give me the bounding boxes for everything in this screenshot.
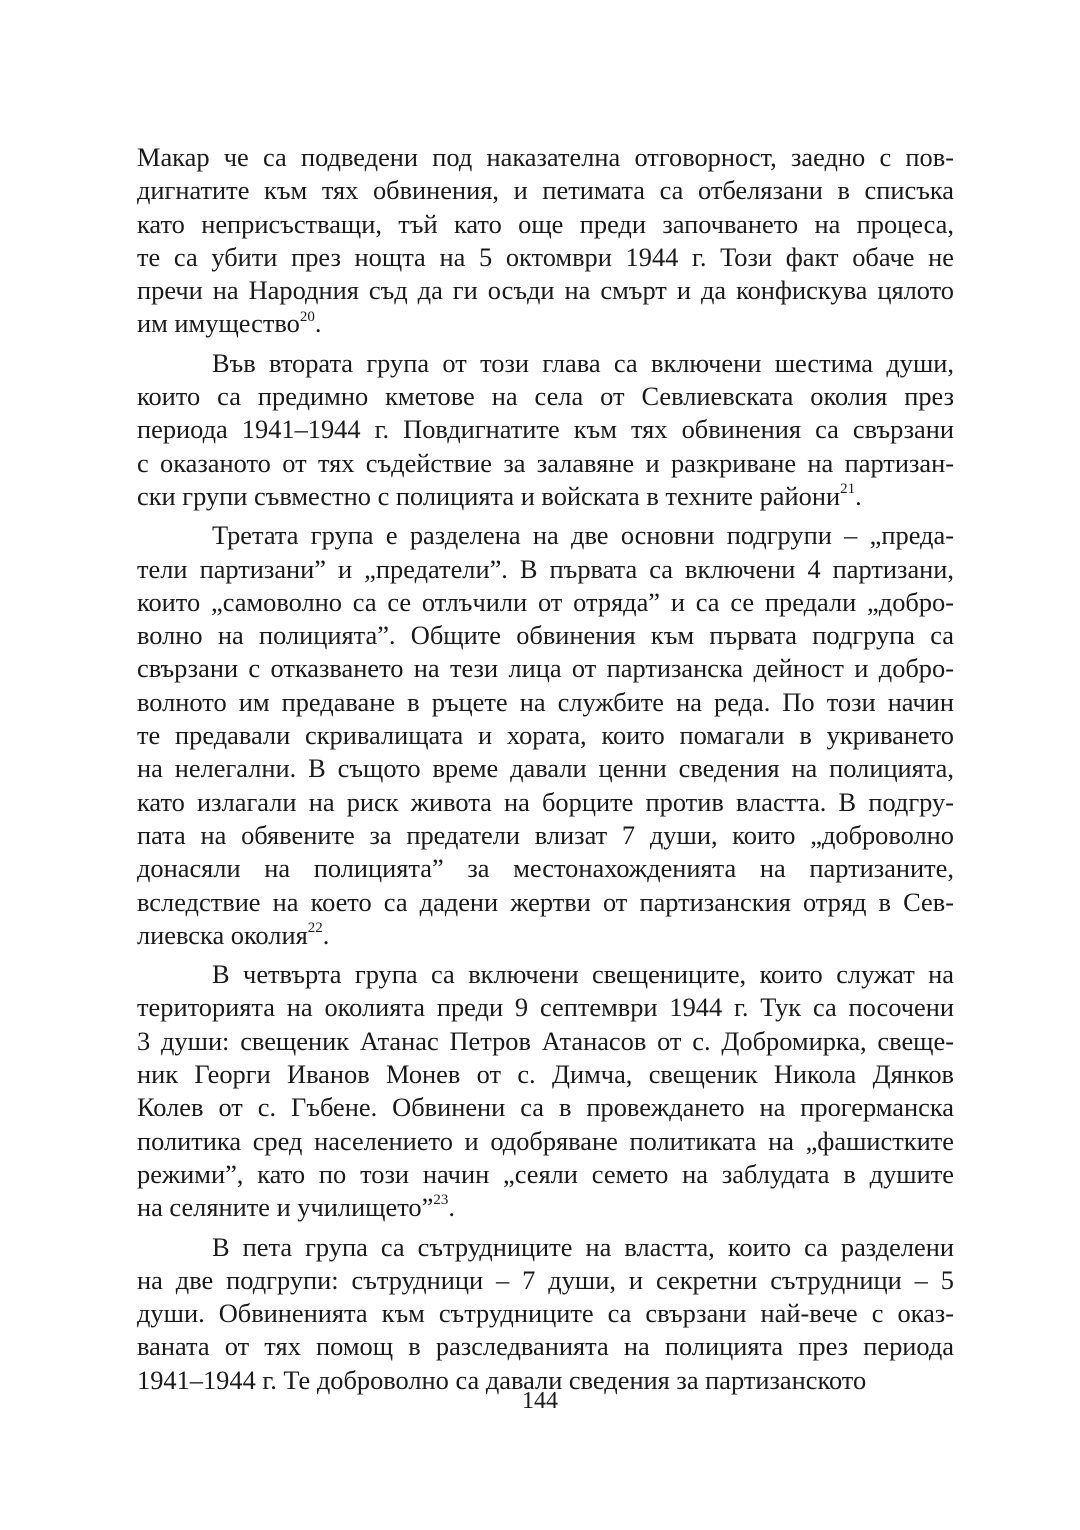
line-text: В пета група са сътрудниците на властта, които са разделени (212, 1231, 954, 1262)
text-line (137, 886, 954, 919)
text-line (137, 1330, 954, 1363)
text-line (137, 447, 954, 480)
text-line (137, 786, 954, 819)
line-text: Във втората група от този глава са включени шестима души, (212, 347, 954, 378)
text-line (137, 208, 954, 241)
text-line (137, 619, 954, 652)
line-text: на селяните и училището” (137, 1192, 434, 1223)
paragraph (137, 141, 954, 341)
text-line (137, 1264, 954, 1297)
text-line (137, 652, 954, 685)
line-text: В четвърта група са включени свещениците, които служат на (212, 959, 954, 990)
line-text: вследствие на което са дадени жертви от партизанския отряд в Сев- (137, 886, 954, 917)
line-text: Третата група е разделена на две основни подгрупи – „преда- (212, 520, 954, 551)
line-text: дигнатите към тях обвинения, и петимата са отбелязани в списъка (137, 175, 954, 206)
line-text: пречи на Народния съд да ги осъди на смърт и да конфискува цялото (137, 275, 954, 306)
line-text: периода 1941–1944 г. Повдигнатите към тях обвинения са свързани (137, 414, 954, 445)
line-text: донасяли на полицията” за местонахожденията на партизаните, (137, 853, 954, 884)
text-line (137, 991, 954, 1024)
text-line (137, 553, 954, 586)
line-text: ник Георги Иванов Монев от с. Димча, свещеник Никола Дянков (137, 1059, 954, 1090)
line-text: им имущество (137, 308, 300, 339)
footnote-ref: 21 (840, 481, 856, 498)
text-line: на селяните и училището”$^{23}$. (137, 1192, 455, 1223)
text-line (137, 1231, 954, 1264)
text-line: им имущество$^{20}$. (137, 308, 322, 339)
line-text: лиевска околия (137, 919, 308, 950)
text-line (137, 274, 954, 307)
line-text: ски групи съвместно с полицията и войската в техните райони (137, 480, 841, 511)
text-line (137, 958, 954, 991)
text-line (137, 519, 954, 552)
line-text: свързани с отказването на тези лица от партизанска дейност и добро- (137, 653, 954, 684)
line-text: с оказаното от тях съдействие за залавяне и разкриване на партизан- (137, 447, 954, 478)
line-text: ваната от тях помощ в разследванията на полицията през периода (137, 1331, 954, 1362)
paragraph (137, 1231, 954, 1397)
line-text: Макар че са подведени под наказателна отговорност, заедно с пов- (137, 142, 954, 172)
line-text: 3 души: свещеник Атанас Петров Атанасов от с. Добромирка, свеще- (137, 1025, 954, 1056)
line-text: като неприсъстващи, тъй като още преди започването на процеса, (137, 208, 954, 239)
line-text: политика сред населението и одобряване политиката на „фашистките (137, 1125, 954, 1156)
line-text: като излагали на риск живота на борците против властта. В подгру- (137, 786, 954, 817)
line-text: които „самоволно са се отлъчили от отряда” и са се предали „добро- (137, 586, 954, 617)
line-text: територията на околията преди 9 септември 1944 г. Тук са посочени (137, 992, 954, 1023)
text-line (137, 241, 954, 274)
line-text: Колев от с. Гъбене. Обвинени са в провеждането на прогерманска (137, 1092, 954, 1123)
text-line (137, 752, 954, 785)
text-line (137, 1058, 954, 1091)
line-text: пата на обявените за предатели влизат 7 души, които „доброволно (137, 819, 954, 850)
paragraph (137, 958, 954, 1224)
line-text: души. Обвиненията към сътрудниците са свързани най-вече с оказ- (137, 1298, 954, 1329)
footnote-ref: 23 (433, 1192, 449, 1209)
text-line (137, 1091, 954, 1124)
line-text: волно на полицията”. Общите обвинения към първата подгрупа са (137, 620, 954, 651)
text-line (137, 141, 954, 174)
text-line (137, 1025, 954, 1058)
line-text: волното им предаване в ръцете на службите на реда. По този начин (137, 686, 954, 717)
text-line (137, 686, 954, 719)
line-text: 1941–1944 г. Те доброволно са давали сведения за партизанското (137, 1364, 867, 1395)
paragraph (137, 347, 954, 513)
line-text: те са убити през нощта на 5 октомври 1944 г. Този факт обаче не (137, 241, 954, 272)
text-line (137, 347, 954, 380)
line-text: на нелегални. В същото време давали ценни сведения на полицията, (137, 753, 954, 784)
text-line (137, 413, 954, 446)
line-text: на две подгрупи: сътрудници – 7 души, и секретни сътрудници – 5 (137, 1264, 954, 1295)
text-line (137, 819, 954, 852)
text-line: ски групи съвместно с полицията и войската в техните райони$^{21}$. (137, 480, 862, 511)
text-line (137, 719, 954, 752)
page-number: 144 (522, 1388, 558, 1414)
text-line (137, 174, 954, 207)
text-line (137, 1297, 954, 1330)
line-text: режими”, като по този начин „сеяли семето на заблудата в душите (137, 1158, 954, 1189)
text-line (137, 852, 954, 885)
text-line (137, 380, 954, 413)
text-line (137, 586, 954, 619)
footnote-ref: 22 (307, 920, 323, 937)
line-text: тели партизани” и „предатели”. В първата са включени 4 партизани, (137, 553, 954, 584)
line-text: които са предимно кметове на села от Севлиевската околия през (137, 381, 954, 412)
footnote-ref: 20 (299, 308, 315, 325)
page-body (137, 141, 954, 1397)
text-line (137, 1158, 954, 1191)
text-line (137, 1125, 954, 1158)
paragraph (137, 519, 954, 952)
text-line: лиевска околия$^{22}$. (137, 919, 330, 950)
line-text: те предавали скривалищата и хората, които помагали в укриването (137, 720, 954, 751)
